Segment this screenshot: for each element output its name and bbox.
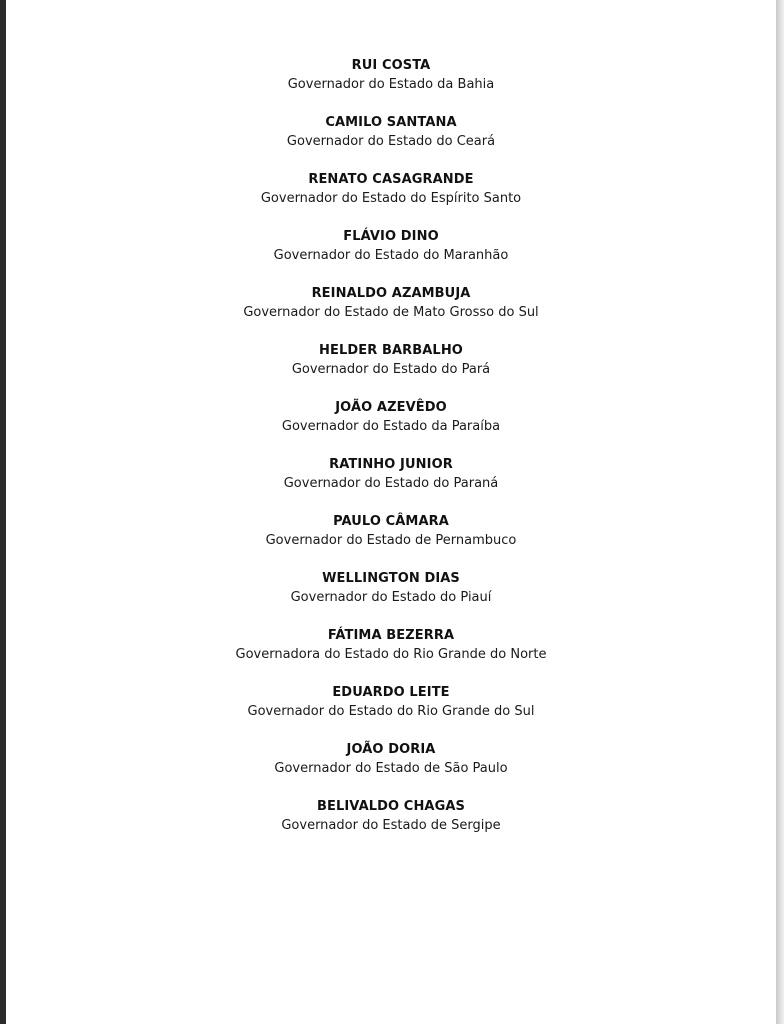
signatory-entry [6,227,776,284]
signatory-entry [6,113,776,170]
signatory-role: Governador do Estado de Pernambuco [265,533,517,548]
signatory-name: HELDER BARBALHO [319,343,463,358]
signatory-name: FÁTIMA BEZERRA [327,628,455,643]
signatory-name: FLÁVIO DINO [343,229,439,244]
signatory-role: Governador do Estado do Pará [291,362,491,377]
signatory-entry [6,569,776,626]
signatory-name: REINALDO AZAMBUJA [311,286,471,301]
signatory-name: BELIVALDO CHAGAS [317,799,465,814]
signatory-role: Governador do Estado do Piauí [290,590,492,605]
signatory-entry [6,284,776,341]
signatory-name: RENATO CASAGRANDE [308,172,474,187]
signatory-role: Governador do Estado da Paraíba [281,419,501,434]
signatory-entry [6,398,776,455]
signatory-entry [6,455,776,512]
signatory-entry [6,56,776,113]
signatory-role: Governador do Estado de Sergipe [281,818,501,833]
signatory-name: CAMILO SANTANA [325,115,457,130]
signatory-entry [6,740,776,797]
signatory-name: JOÃO AZEVÊDO [335,400,447,415]
signatory-entry [6,683,776,740]
signatory-role: Governador do Estado do Espírito Santo [260,191,522,206]
signatory-name: RUI COSTA [351,58,431,73]
signatory-role: Governador do Estado da Bahia [287,77,495,92]
signatory-role: Governador do Estado do Rio Grande do Sul [247,704,535,719]
signatory-role: Governador do Estado do Paraná [283,476,499,491]
signatory-entry [6,341,776,398]
signatory-name: PAULO CÂMARA [333,514,449,529]
signatory-name: RATINHO JUNIOR [329,457,453,472]
signatory-role: Governador do Estado do Ceará [286,134,496,149]
signatory-name: JOÃO DORIA [346,742,436,757]
signatory-list [6,56,776,854]
signatory-name: EDUARDO LEITE [332,685,450,700]
signatory-role: Governador do Estado de São Paulo [274,761,508,776]
signatory-role: Governadora do Estado do Rio Grande do Norte [235,647,547,662]
signatory-role: Governador do Estado de Mato Grosso do Sul [243,305,539,320]
signatory-entry [6,512,776,569]
page-edge-shadow [776,0,784,1024]
signatory-entry [6,626,776,683]
signatory-role: Governador do Estado do Maranhão [273,248,509,263]
signatory-name: WELLINGTON DIAS [322,571,460,586]
document-page [6,0,776,1024]
signatory-entry [6,797,776,854]
signatory-entry [6,170,776,227]
